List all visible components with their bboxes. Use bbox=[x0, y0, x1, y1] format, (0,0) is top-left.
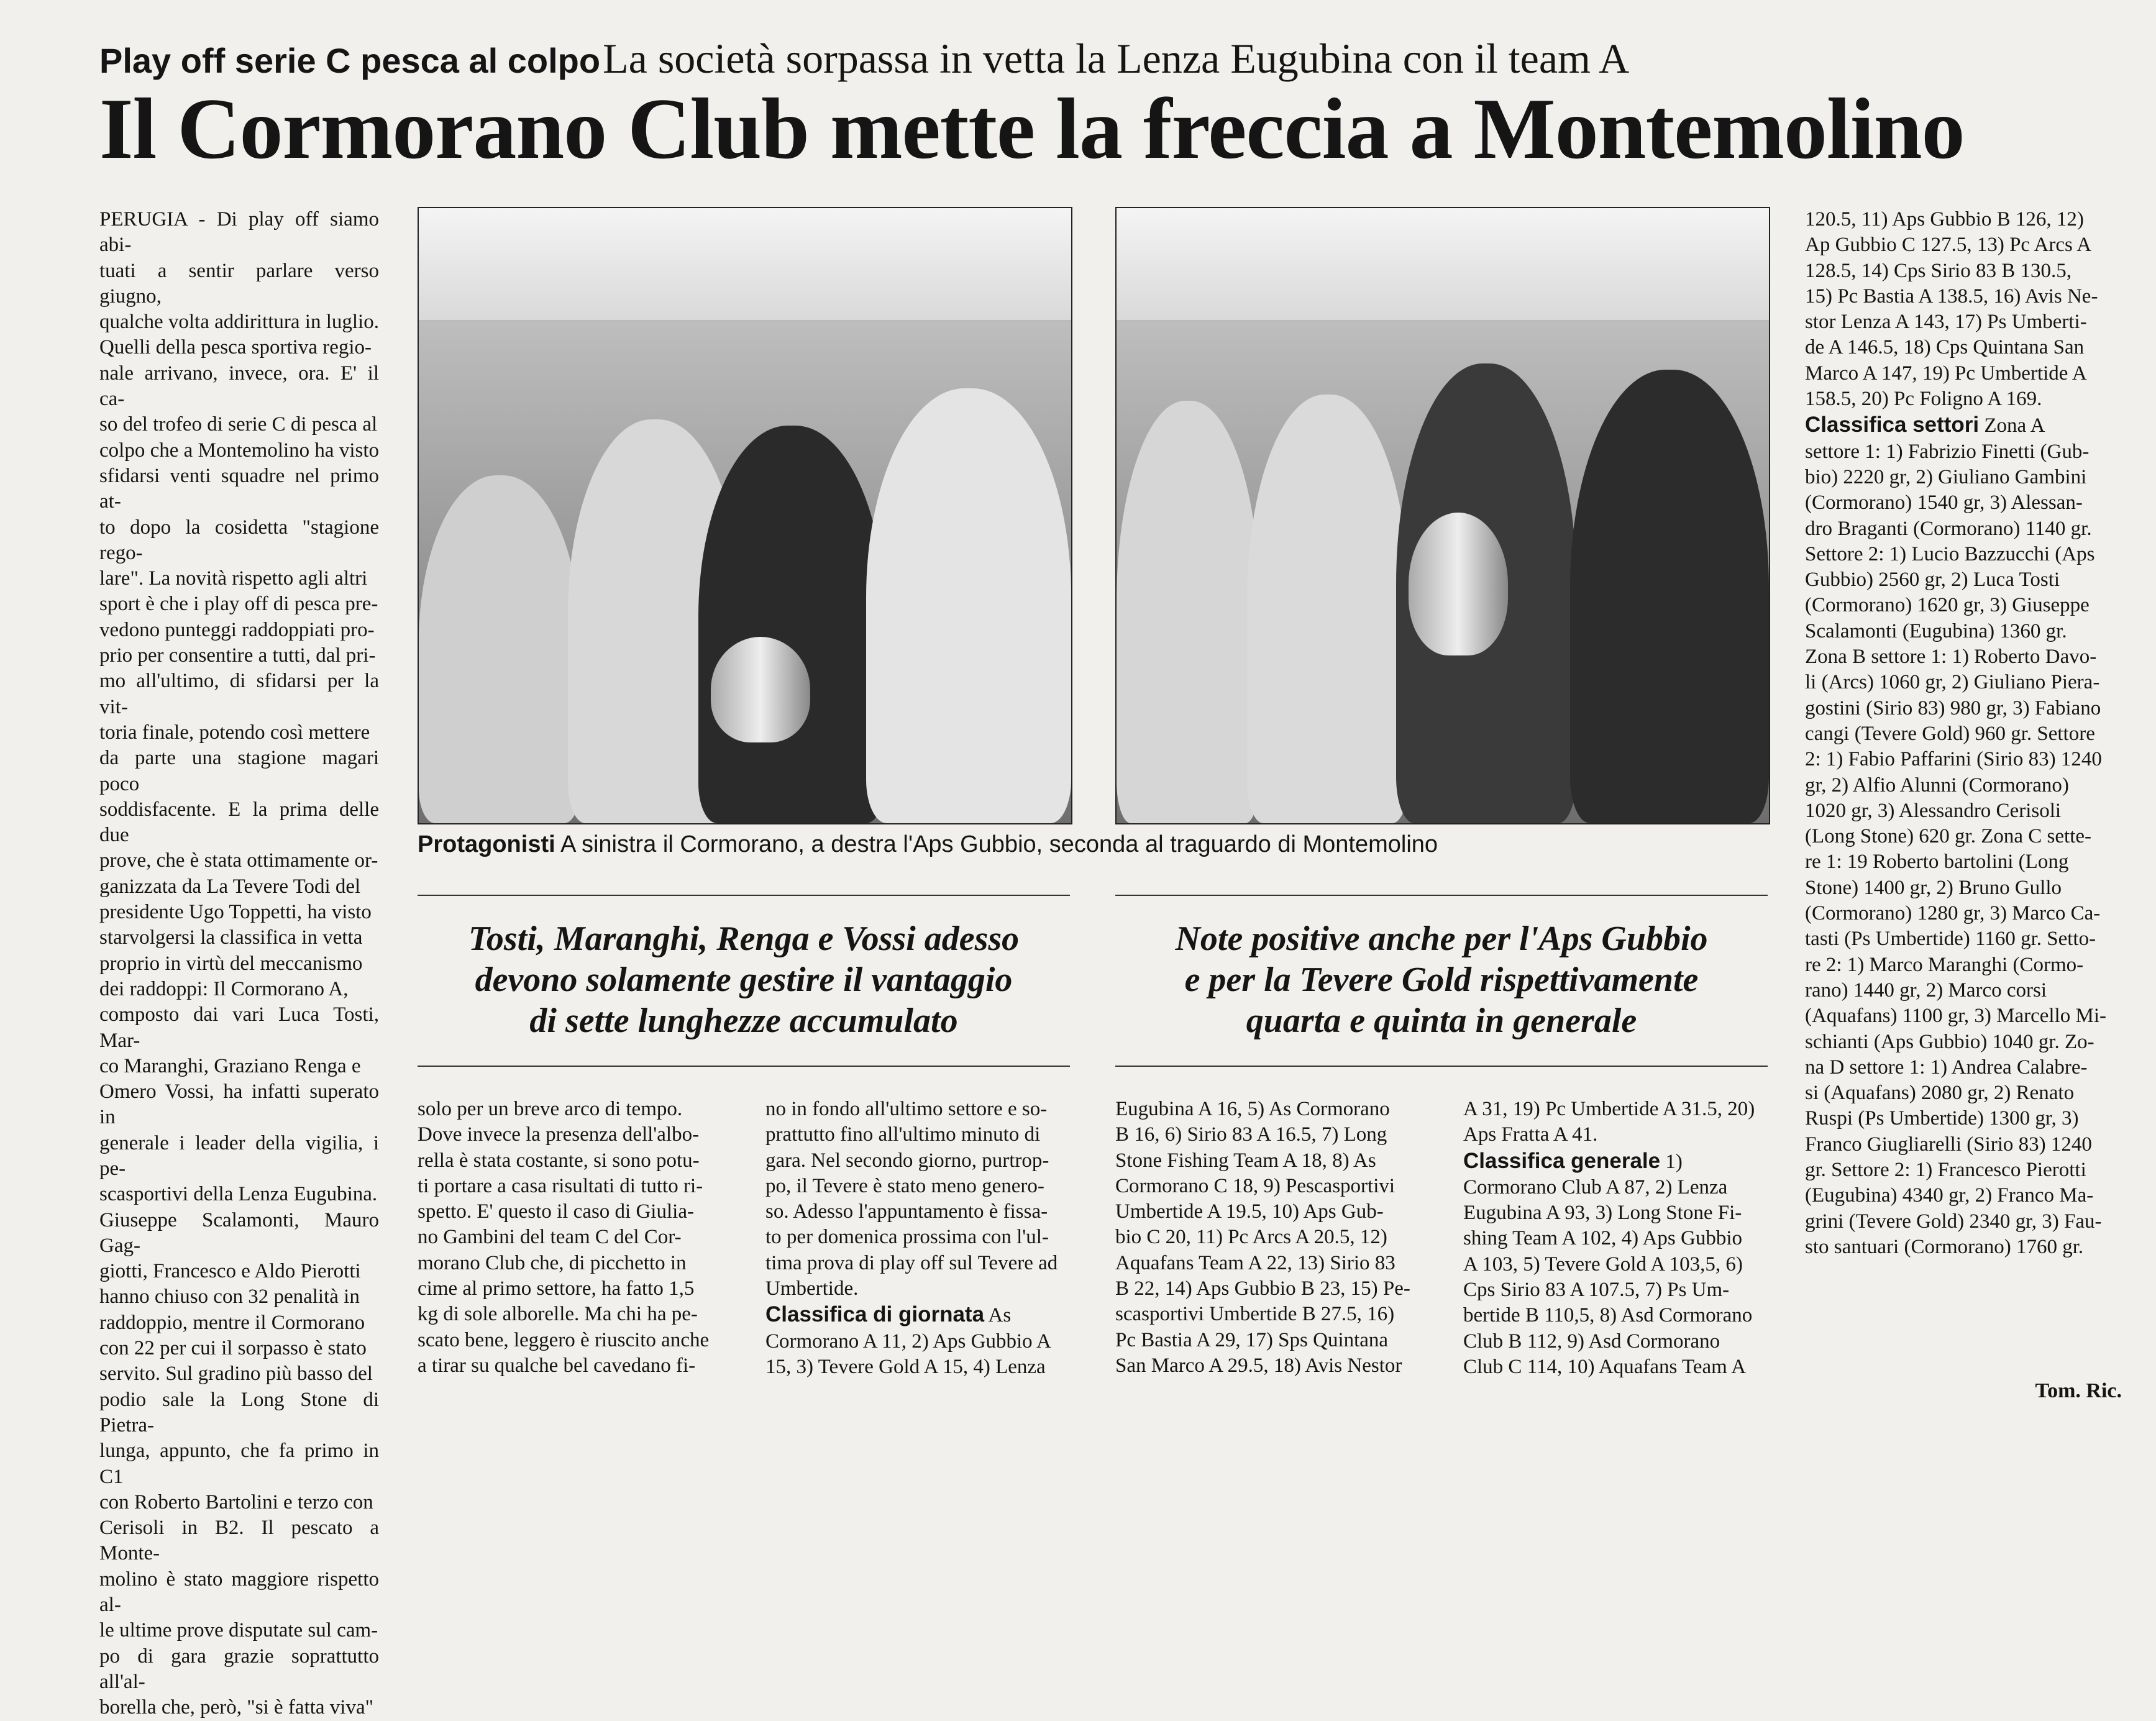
text-line: Stone Fishing Team A 18, 8) As bbox=[1115, 1149, 1376, 1172]
text-line: shing Team A 102, 4) Aps Gubbio bbox=[1463, 1227, 1743, 1250]
text-line: (Long Stone) 620 gr. Zona C sette- bbox=[1805, 825, 2092, 848]
kicker bbox=[99, 34, 2088, 84]
text-line: Settore 2: 1) Lucio Bazzucchi (Aps bbox=[1805, 542, 2095, 565]
photo-aps-gubbio-team bbox=[1115, 207, 1770, 824]
text-line: Pc Bastia A 29, 17) Sps Quintana bbox=[1115, 1328, 1389, 1351]
text-line: 128.5, 14) Cps Sirio 83 B 130.5, bbox=[1805, 259, 2072, 282]
text-line: Dove invece la presenza dell'albo- bbox=[418, 1123, 700, 1146]
text-line: tima prova di play off sul Tevere ad bbox=[765, 1251, 1058, 1274]
text-line: bio C 20, 11) Pc Arcs A 20.5, 12) bbox=[1115, 1226, 1387, 1249]
deck-line: e per la Tevere Gold rispettivamente bbox=[1184, 961, 1699, 999]
kicker-summary: La società sorpassa in vetta la Lenza Eugubina con il team A bbox=[603, 35, 1630, 82]
text-line: (Aquafans) 1100 gr, 3) Marcello Mi- bbox=[1805, 1005, 2106, 1028]
text-line: nale arrivano, invece, ora. E' il ca- bbox=[99, 362, 379, 411]
text-line: raddoppio, mentre il Cormorano bbox=[99, 1311, 365, 1334]
text-line: po di gara grazie soprattutto all'al- bbox=[99, 1645, 379, 1693]
caption-label: Protagonisti bbox=[418, 831, 555, 857]
text-line: Giuseppe Scalamonti, Mauro Gag- bbox=[99, 1208, 379, 1257]
deck-rule-right-bottom bbox=[1115, 1066, 1768, 1067]
text-line: San Marco A 29.5, 18) Avis Nestor bbox=[1115, 1354, 1402, 1377]
text-line: qualche volta addirittura in luglio. bbox=[99, 311, 379, 334]
text-line: settore 1: 1) Fabrizio Finetti (Gub- bbox=[1805, 440, 2090, 463]
text-line: Umbertide. bbox=[765, 1277, 859, 1300]
text-line: dro Braganti (Cormorano) 1140 gr. bbox=[1805, 517, 2092, 540]
text-line: B 16, 6) Sirio 83 A 16.5, 7) Long bbox=[1115, 1123, 1387, 1146]
text-line: A 31, 19) Pc Umbertide A 31.5, 20) bbox=[1463, 1098, 1755, 1120]
text-line: si (Aquafans) 2080 gr, 2) Renato bbox=[1805, 1082, 2075, 1105]
caption-text: A sinistra il Cormorano, a destra l'Aps Gubbio, seconda al traguardo di Montemolino bbox=[555, 831, 1438, 857]
text-line: rella è stata costante, si sono potu- bbox=[418, 1149, 700, 1172]
text-line: to dopo la cosidetta "stagione rego- bbox=[99, 516, 379, 564]
text-line: lunga, appunto, che fa primo in C1 bbox=[99, 1440, 379, 1488]
text-line: prattutto fino all'ultimo minuto di bbox=[765, 1123, 1041, 1146]
text-line: no in fondo all'ultimo settore e so- bbox=[765, 1098, 1048, 1120]
text-line: PERUGIA - Di play off siamo abi- bbox=[99, 208, 379, 257]
text-line: Aquafans Team A 22, 13) Sirio 83 bbox=[1115, 1251, 1395, 1274]
text-line: podio sale la Long Stone di Pietra- bbox=[99, 1388, 379, 1436]
text-line: Umbertide A 19.5, 10) Aps Gub- bbox=[1115, 1200, 1384, 1223]
text-line: schianti (Aps Gubbio) 1040 gr. Zo- bbox=[1805, 1030, 2094, 1053]
deck-right bbox=[1115, 918, 1768, 1041]
text-line: proprio in virtù del meccanismo bbox=[99, 952, 363, 975]
text-line: lare". La novità rispetto agli altri bbox=[99, 567, 368, 590]
headline: Il Cormorano Club mette la freccia a Montemolino bbox=[99, 81, 1965, 177]
text-line: Marco A 147, 19) Pc Umbertide A bbox=[1805, 362, 2087, 385]
text-line: soddisfacente. E la prima delle due bbox=[99, 798, 379, 847]
text-line: ganizzata da La Tevere Todi del bbox=[99, 875, 361, 898]
deck-rule-right-top bbox=[1115, 895, 1768, 896]
deck-line: Tosti, Maranghi, Renga e Vossi adesso bbox=[468, 920, 1020, 958]
text-line: sfidarsi venti squadre nel primo at- bbox=[99, 464, 379, 513]
results-column bbox=[1805, 207, 2122, 1260]
results-heading: Classifica di giornata bbox=[765, 1302, 985, 1327]
text-line: to per domenica prossima con l'ul- bbox=[765, 1226, 1049, 1249]
kicker-section: Play off serie C pesca al colpo bbox=[99, 41, 601, 80]
text-line: (Cormorano) 1540 gr, 3) Alessan- bbox=[1805, 491, 2083, 514]
text-line: spetto. E' questo il caso di Giulia- bbox=[418, 1200, 694, 1223]
deck-line: quarta e quinta in generale bbox=[1246, 1002, 1637, 1040]
text-line: molino è stato maggiore rispetto al- bbox=[99, 1568, 379, 1617]
text-line: Cormorano Club A 87, 2) Lenza bbox=[1463, 1175, 1728, 1198]
text-line: re 2: 1) Marco Maranghi (Cormo- bbox=[1805, 953, 2084, 976]
text-line: scato bene, leggero è riuscito anche bbox=[418, 1328, 710, 1351]
text-line: Franco Giugliarelli (Sirio 83) 1240 bbox=[1805, 1133, 2092, 1156]
text-line: rano) 1440 gr, 2) Marco corsi bbox=[1805, 979, 2047, 1002]
text-line: po, il Tevere è stato meno genero- bbox=[765, 1174, 1044, 1197]
text-line: composto dai vari Luca Tosti, Mar- bbox=[99, 1003, 379, 1052]
text-line: stor Lenza A 143, 17) Ps Umberti- bbox=[1805, 311, 2087, 334]
text-line: B 22, 14) Aps Gubbio B 23, 15) Pe- bbox=[1115, 1277, 1410, 1300]
text-line: cangi (Tevere Gold) 960 gr. Settore bbox=[1805, 722, 2095, 745]
deck-line: Note positive anche per l'Aps Gubbio bbox=[1175, 920, 1708, 958]
text-line: 1020 gr, 3) Alessandro Cerisoli bbox=[1805, 799, 2062, 822]
text-line: colpo che a Montemolino ha visto bbox=[99, 439, 379, 462]
text-line: (Cormorano) 1280 gr, 3) Marco Ca- bbox=[1805, 902, 2101, 925]
text-line: morano Club che, di picchetto in bbox=[418, 1251, 687, 1274]
text-line: Aps Fratta A 41. bbox=[1463, 1123, 1598, 1146]
deck-line: di sette lunghezze accumulato bbox=[529, 1002, 958, 1040]
text-line: li (Arcs) 1060 gr, 2) Giuliano Piera- bbox=[1805, 671, 2100, 694]
text-line: so del trofeo di serie C di pesca al bbox=[99, 413, 378, 436]
text-line: de A 146.5, 18) Cps Quintana San bbox=[1805, 336, 2085, 359]
text-line: 2: 1) Fabio Paffarini (Sirio 83) 1240 bbox=[1805, 748, 2102, 771]
text-line: Scalamonti (Eugubina) 1360 gr. bbox=[1805, 619, 2067, 642]
text-line: Zona B settore 1: 1) Roberto Davo- bbox=[1805, 646, 2097, 669]
text-line: prove, che è stata ottimamente or- bbox=[99, 849, 378, 872]
text-line: sto santuari (Cormorano) 1760 gr. bbox=[1805, 1235, 2084, 1258]
text-line: gr. Settore 2: 1) Francesco Pierotti bbox=[1805, 1158, 2086, 1181]
text-line: Club B 112, 9) Asd Cormorano bbox=[1463, 1330, 1720, 1353]
text-line: na D settore 1: 1) Andrea Calabre- bbox=[1805, 1056, 2088, 1079]
results-heading-line bbox=[1805, 412, 2122, 439]
text-line: kg di sole alborelle. Ma chi ha pe- bbox=[418, 1303, 698, 1326]
deck-left bbox=[418, 918, 1070, 1041]
deck-rule-left-bottom bbox=[418, 1066, 1070, 1067]
text-line: Club C 114, 10) Aquafans Team A bbox=[1463, 1355, 1747, 1378]
text-line: tasti (Ps Umbertide) 1160 gr. Setto- bbox=[1805, 928, 2096, 951]
results-heading: Classifica generale bbox=[1463, 1148, 1661, 1173]
text-line: 15, 3) Tevere Gold A 15, 4) Lenza bbox=[765, 1355, 1046, 1378]
text-line: ti portare a casa risultati di tutto ri- bbox=[418, 1174, 703, 1197]
text-line: so. Adesso l'appuntamento è fissa- bbox=[765, 1200, 1048, 1223]
text-line: bertide B 110,5, 8) Asd Cormorano bbox=[1463, 1304, 1753, 1327]
text-line: Gubbio) 2560 gr, 2) Luca Tosti bbox=[1805, 568, 2060, 591]
text-line: Ruspi (Ps Umbertide) 1300 gr, 3) bbox=[1805, 1107, 2079, 1130]
text-line: Cps Sirio 83 A 107.5, 7) Ps Um- bbox=[1463, 1279, 1730, 1302]
article-column-4 bbox=[1115, 1097, 1426, 1379]
text-line: solo per un breve arco di tempo. bbox=[418, 1098, 683, 1120]
text-line: no Gambini del team C del Cor- bbox=[418, 1226, 682, 1249]
text-line: vedono punteggi raddoppiati pro- bbox=[99, 618, 375, 641]
text-line: gr, 2) Alfio Alunni (Cormorano) bbox=[1805, 774, 2069, 797]
author-signature: Tom. Ric. bbox=[2035, 1379, 2122, 1402]
photo-caption bbox=[418, 831, 1691, 864]
text-line: bio) 2220 gr, 2) Giuliano Gambini bbox=[1805, 465, 2087, 488]
text-line: Eugubina A 93, 3) Long Stone Fi- bbox=[1463, 1202, 1742, 1225]
text-line: a tirar su qualche bel cavedano fi- bbox=[418, 1354, 696, 1377]
text-line: 158.5, 20) Pc Foligno A 169. bbox=[1805, 388, 2042, 411]
text-line: 120.5, 11) Aps Gubbio B 126, 12) bbox=[1805, 208, 2084, 231]
article-column-5 bbox=[1463, 1097, 1768, 1380]
text-line: (Cormorano) 1620 gr, 3) Giuseppe bbox=[1805, 594, 2090, 617]
text-line: (Eugubina) 4340 gr, 2) Franco Ma- bbox=[1805, 1184, 2094, 1207]
text-line: hanno chiuso con 32 penalità in bbox=[99, 1285, 360, 1308]
text-line: mo all'ultimo, di sfidarsi per la vit- bbox=[99, 670, 379, 718]
text-line: Stone) 1400 gr, 2) Bruno Gullo bbox=[1805, 876, 2062, 899]
text-line: re 1: 19 Roberto bartolini (Long bbox=[1805, 851, 2069, 874]
text-line: 1) bbox=[1660, 1150, 1683, 1173]
text-line: da parte una stagione magari poco bbox=[99, 747, 379, 795]
photo-cormorano-team bbox=[418, 207, 1072, 824]
text-line: dei raddoppi: Il Cormorano A, bbox=[99, 977, 349, 1000]
text-line: scasportivi Umbertide B 27.5, 16) bbox=[1115, 1303, 1395, 1326]
text-line: le ultime prove disputate sul cam- bbox=[99, 1619, 378, 1642]
text-line: sport è che i play off di pesca pre- bbox=[99, 593, 378, 616]
results-heading: Classifica settori bbox=[1805, 413, 1980, 437]
text-line: scasportivi della Lenza Eugubina. bbox=[99, 1183, 378, 1206]
results-heading-line bbox=[1463, 1148, 1768, 1175]
text-line: A 103, 5) Tevere Gold A 103,5, 6) bbox=[1463, 1253, 1743, 1276]
text-line: Eugubina A 16, 5) As Cormorano bbox=[1115, 1098, 1390, 1120]
article-column-3 bbox=[765, 1097, 1076, 1380]
text-line: starvolgersi la classifica in vetta bbox=[99, 926, 363, 949]
text-line: co Maranghi, Graziano Renga e bbox=[99, 1054, 361, 1077]
text-line: con 22 per cui il sorpasso è stato bbox=[99, 1337, 367, 1360]
text-line: Quelli della pesca sportiva regio- bbox=[99, 336, 372, 359]
text-line: prio per consentire a tutti, dal pri- bbox=[99, 644, 376, 667]
deck-line: devono solamente gestire il vantaggio bbox=[475, 961, 1013, 999]
deck-rule-left-top bbox=[418, 895, 1070, 896]
text-line: Cormorano A 11, 2) Aps Gubbio A bbox=[765, 1330, 1051, 1353]
text-line: gara. Nel secondo giorno, purtrop- bbox=[765, 1149, 1049, 1172]
article-column-2 bbox=[418, 1097, 728, 1379]
text-line: Omero Vossi, ha infatti superato in bbox=[99, 1080, 379, 1129]
text-line: Zona A bbox=[1979, 414, 2045, 437]
text-line: As bbox=[984, 1304, 1012, 1327]
text-line: Cormorano C 18, 9) Pescasportivi bbox=[1115, 1174, 1395, 1197]
article-column-1 bbox=[99, 207, 379, 1721]
text-line: con Roberto Bartolini e terzo con bbox=[99, 1490, 373, 1513]
text-line: servito. Sul gradino più basso del bbox=[99, 1363, 373, 1385]
text-line: toria finale, potendo così mettere bbox=[99, 721, 370, 744]
text-line: cime al primo settore, ha fatto 1,5 bbox=[418, 1277, 695, 1300]
text-line: giotti, Francesco e Aldo Pierotti bbox=[99, 1260, 361, 1283]
text-line: borella che, però, "si è fatta viva" bbox=[99, 1696, 374, 1719]
text-line: gostini (Sirio 83) 980 gr, 3) Fabiano bbox=[1805, 696, 2101, 719]
results-heading-line bbox=[765, 1302, 1076, 1328]
text-line: presidente Ugo Toppetti, ha visto bbox=[99, 901, 372, 924]
text-line: generale i leader della vigilia, i pe- bbox=[99, 1131, 379, 1180]
text-line: Ap Gubbio C 127.5, 13) Pc Arcs A bbox=[1805, 234, 2092, 257]
text-line: grini (Tevere Gold) 2340 gr, 3) Fau- bbox=[1805, 1210, 2102, 1233]
text-line: 15) Pc Bastia A 138.5, 16) Avis Ne- bbox=[1805, 285, 2098, 308]
text-line: tuati a sentir parlare verso giugno, bbox=[99, 259, 379, 308]
text-line: Cerisoli in B2. Il pescato a Monte- bbox=[99, 1517, 379, 1565]
